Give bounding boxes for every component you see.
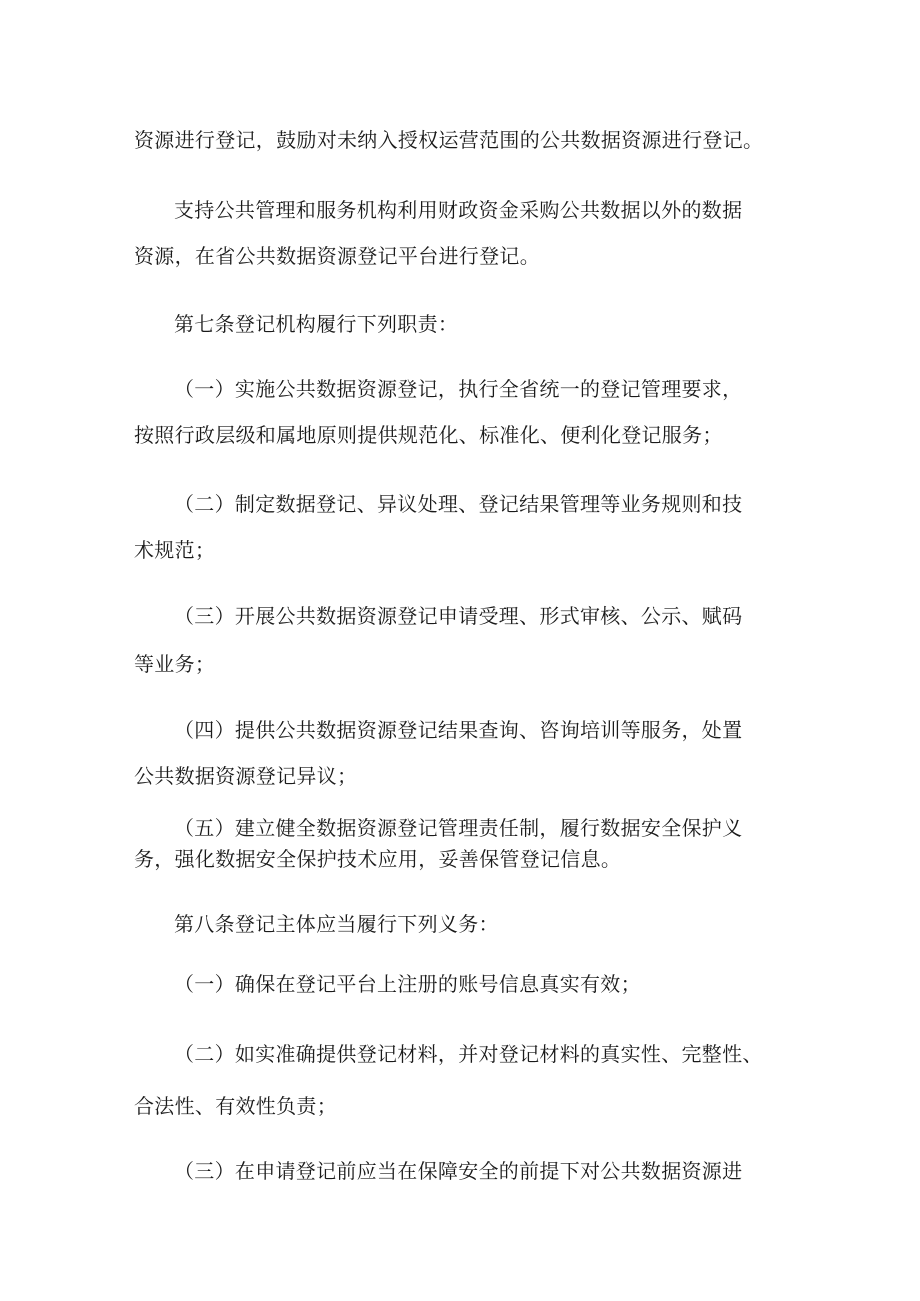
text-line: 等业务； [134, 652, 216, 676]
article-heading: 第八条登记主体应当履行下列义务： [174, 912, 499, 936]
text-line: （一）实施公共数据资源登记，执行全省统一的登记管理要求， [174, 377, 743, 401]
text-line: 术规范； [134, 538, 216, 562]
text-line: 务，强化数据安全保护技术应用，妥善保管登记信息。 [134, 847, 622, 871]
text-line: （四）提供公共数据资源登记结果查询、咨询培训等服务，处置 [174, 718, 743, 742]
text-line: 资源进行登记，鼓励对未纳入授权运营范围的公共数据资源进行登记。 [134, 128, 764, 152]
article-heading: 第七条登记机构履行下列职责： [174, 312, 459, 336]
text-line: （二）如实准确提供登记材料，并对登记材料的真实性、完整性、 [174, 1042, 763, 1066]
text-line: 合法性、有效性负责； [134, 1094, 337, 1118]
text-line: （二）制定数据登记、异议处理、登记结果管理等业务规则和技 [174, 492, 743, 516]
text-line: 公共数据资源登记异议； [134, 764, 358, 788]
text-line: 按照行政层级和属地原则提供规范化、标准化、便利化登记服务； [134, 423, 723, 447]
text-line: 资源，在省公共数据资源登记平台进行登记。 [134, 244, 540, 268]
text-line: （五）建立健全数据资源登记管理责任制，履行数据安全保护义 [174, 816, 743, 840]
text-line: 支持公共管理和服务机构利用财政资金采购公共数据以外的数据 [174, 198, 743, 222]
text-line: （三）在申请登记前应当在保障安全的前提下对公共数据资源进 [174, 1159, 743, 1183]
text-line: （一）确保在登记平台上注册的账号信息真实有效； [174, 972, 641, 996]
text-line: （三）开展公共数据资源登记申请受理、形式审核、公示、赋码 [174, 604, 743, 628]
